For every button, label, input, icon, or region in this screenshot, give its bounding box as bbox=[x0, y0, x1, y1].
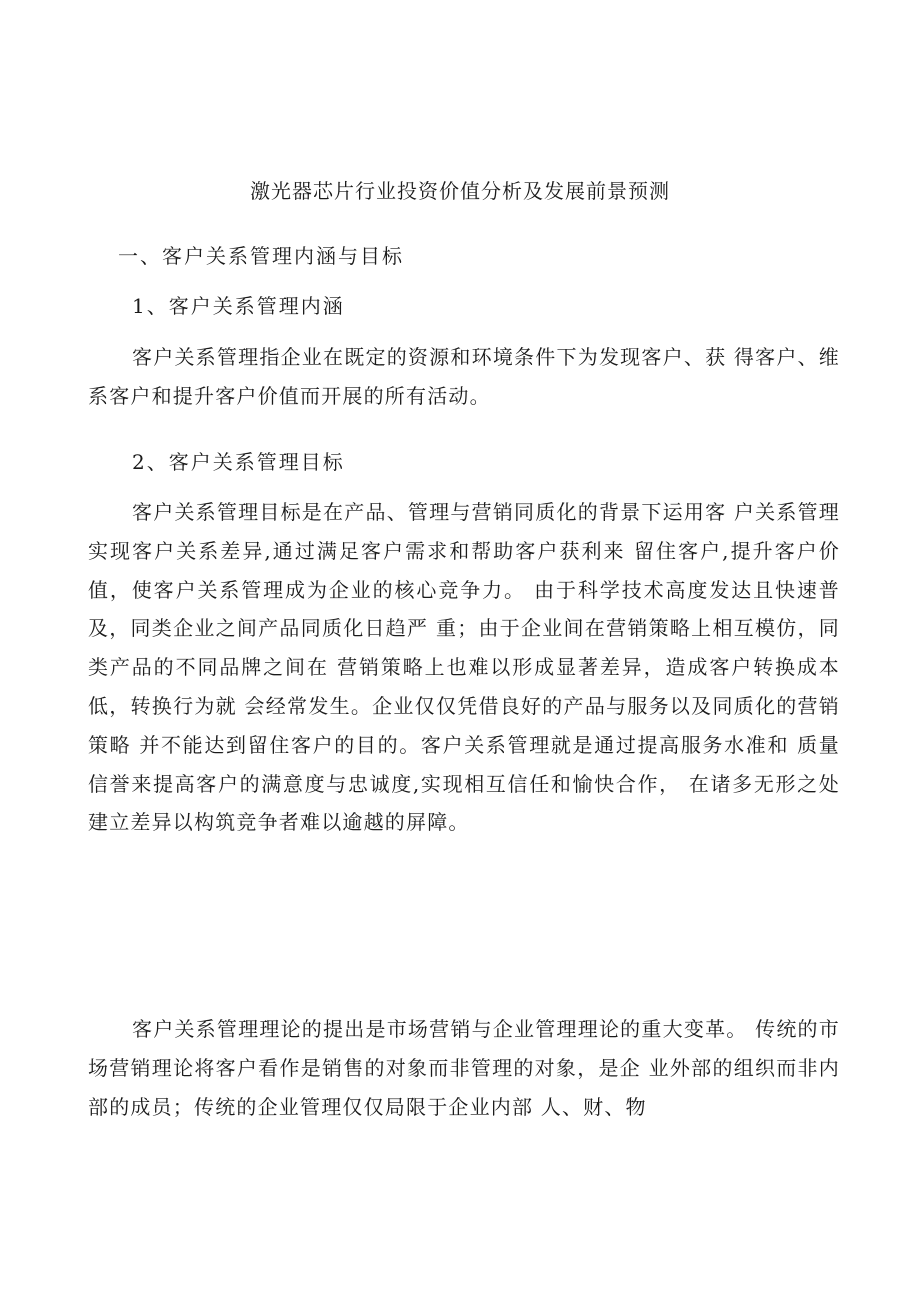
document-title: 激光器芯片行业投资价值分析及发展前景预测 bbox=[250, 179, 670, 203]
paragraph-2: 客户关系管理目标是在产品、管理与营销同质化的背景下运用客 户关系管理实现客户关系差异,通过满足客户需求和帮助客户获利来 留住客户,提升客户价值，使客户关系管理成为企业的核心竞争力。 由于科学技术高度发达且快速普及，同类企业之间产品同质化日趋严 重；由于企业间在营销策略上相互模仿，同类产品的不同品牌之间在 营销策略上也难以形成显著差异，造成客户转换成本低，转换行为就 会经常发生。企业仅仅凭借良好的产品与服务以及同质化的营销策略 并不能达到留住客户的目的。客户关系管理就是通过提高服务水准和 质量信誉来提高客户的满意度与忠诚度,实现相互信任和愉快合作， 在诸多无形之处建立差异以构筑竞争者难以逾越的屏障。 bbox=[88, 500, 840, 835]
subsection-heading-1: 1、客户关系管理内涵 bbox=[132, 294, 345, 318]
section-heading-1: 一、客户关系管理内涵与目标 bbox=[118, 244, 404, 268]
paragraph-1: 客户关系管理指企业在既定的资源和环境条件下为发现客户、获 得客户、维系客户和提升客户价值而开展的所有活动。 bbox=[88, 345, 840, 408]
paragraph-3: 客户关系管理理论的提出是市场营销与企业管理理论的重大变革。 传统的市场营销理论将客户看作是销售的对象而非管理的对象，是企 业外部的组织而非内部的成员；传统的企业管理仅仅局限于企业内部 人、财、物 bbox=[88, 1017, 840, 1119]
subsection-heading-2: 2、客户关系管理目标 bbox=[132, 450, 345, 474]
